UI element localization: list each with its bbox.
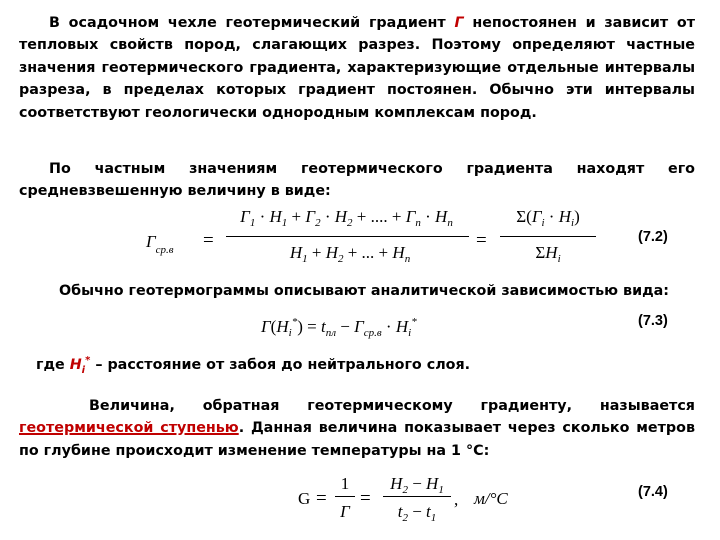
eq72-lhs: $Г_{ср.в}$ xyxy=(146,232,174,256)
equation-7-3: $Г(Н_i^*) = t_{пл} - Г_{ср.в} \cdot Н_i^*$ xyxy=(261,316,417,339)
equation-7-2: $Г_{ср.в}$ = $Г_1 \cdot Н_1 + Г_2 \cdot Н_2$ + .... + $Г_n \cdot Н_n$ $Н_1 + Н_2$ + ... + $Н_n$ = $\Sigma(Г_i \cdot Н_i)$ $\Sigma Н_i$ xyxy=(0,0,720,540)
eq74-unit: м/°С xyxy=(474,489,508,508)
paragraph-analytic-dependence: Обычно геотермограммы описывают аналитической зависимостью вида: xyxy=(59,283,670,299)
paragraph-gradient-intro: В осадочном чехле геотермический градиент Г непостоянен и зависит от тепловых свойств пород, слагающих разрез. Поэтому определяют частные значения геотермического градиента, характеризующие отдельные интервалы разреза, в пределах которых градиент постоянен. Обычно эти интервалы соответствуют геологически однородным комплексам пород. xyxy=(19,15,696,121)
equation-number-7-3: (7.3) xyxy=(638,313,668,329)
eq72-sum-numerator: $\Sigma(Г_i \cdot Н_i)$ xyxy=(516,207,580,229)
eq72-denominator: $Н_1 + Н_2$ + ... + $Н_n$ xyxy=(289,243,411,265)
paragraph-neutral-layer: где $Н_i^*$ – расстояние от забоя до нейтрального слоя. xyxy=(36,355,471,376)
eq72-numerator: $Г_1 \cdot Н_1 + Г_2 \cdot Н_2$ + .... + $Г_n \cdot Н_n$ xyxy=(240,207,453,229)
paragraph-geothermal-step: Величина, обратная геотермическому градиенту, называется геотермической ступенью. Данная величина показывает через сколько метров по глубине происходит изменение температуры на 1 °С: xyxy=(19,398,696,459)
depth-symbol: $Н_i^*$ xyxy=(69,355,91,376)
equation-number-7-2: (7.2) xyxy=(638,229,668,245)
paragraph-weighted-average: По частным значениям геотермического градиента находят его средневзвешенную величину в виде: xyxy=(19,161,695,200)
equation-7-4: G = 1 Г = $Н_2 - Н_1$ $t_2 - t_1$ , м/°С xyxy=(298,474,508,524)
eq72-sum-denominator: $\Sigma Н_i$ xyxy=(535,243,561,265)
equation-number-7-4: (7.4) xyxy=(638,484,668,500)
gradient-symbol: Г xyxy=(454,15,464,31)
eq74-numerator: $Н_2 - Н_1$ xyxy=(390,474,444,496)
eq74-denominator: $t_2 - t_1$ xyxy=(397,502,437,524)
geothermal-step-term: геотермической ступенью xyxy=(19,420,239,437)
